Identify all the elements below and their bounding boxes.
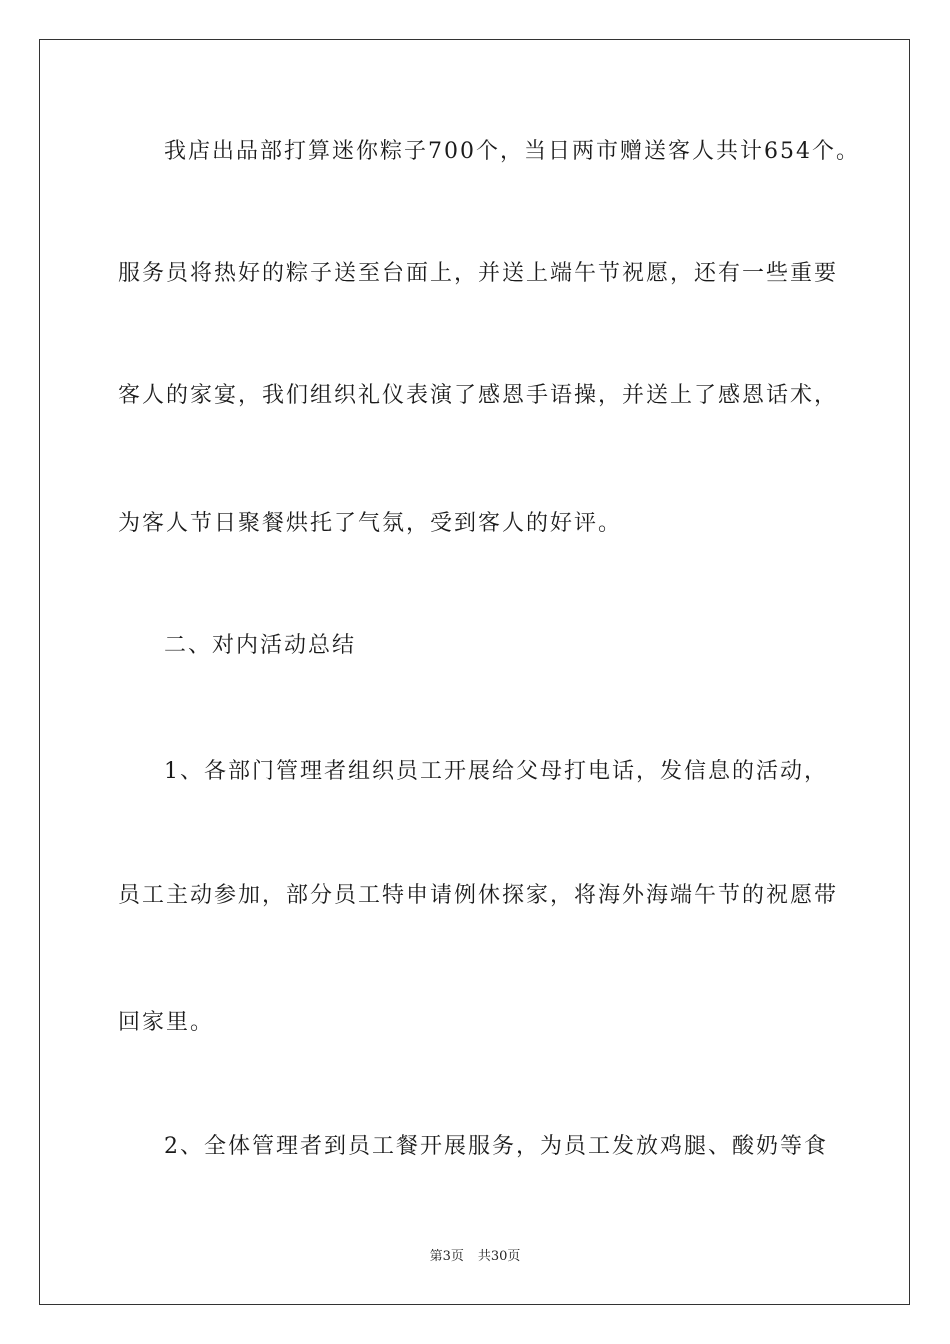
paragraph-line-7: 员工主动参加，部分员工特申请例休探家，将海外海端午节的祝愿带 xyxy=(118,883,839,908)
paragraph-line-9: 2、全体管理者到员工餐开展服务，为员工发放鸡腿、酸奶等食 xyxy=(164,1134,828,1159)
paragraph-line-6: 1、各部门管理者组织员工开展给父母打电话，发信息的活动， xyxy=(164,759,828,784)
page-footer xyxy=(0,1248,950,1266)
page-number: 第3页 xyxy=(429,1249,464,1264)
paragraph-line-3: 客人的家宴，我们组织礼仪表演了感恩手语操，并送上了感恩话术， xyxy=(118,383,839,408)
paragraph-line-8: 回家里。 xyxy=(118,1010,215,1035)
paragraph-line-1: 我店出品部打算迷你粽子700个，当日两市赠送客人共计654个。 xyxy=(164,139,860,164)
section-heading: 二、对内活动总结 xyxy=(164,633,357,658)
page-border xyxy=(39,39,910,1305)
paragraph-line-2: 服务员将热好的粽子送至台面上，并送上端午节祝愿，还有一些重要 xyxy=(118,261,839,286)
page-total: 共30页 xyxy=(477,1249,521,1264)
paragraph-line-4: 为客人节日聚餐烘托了气氛，受到客人的好评。 xyxy=(118,511,623,536)
